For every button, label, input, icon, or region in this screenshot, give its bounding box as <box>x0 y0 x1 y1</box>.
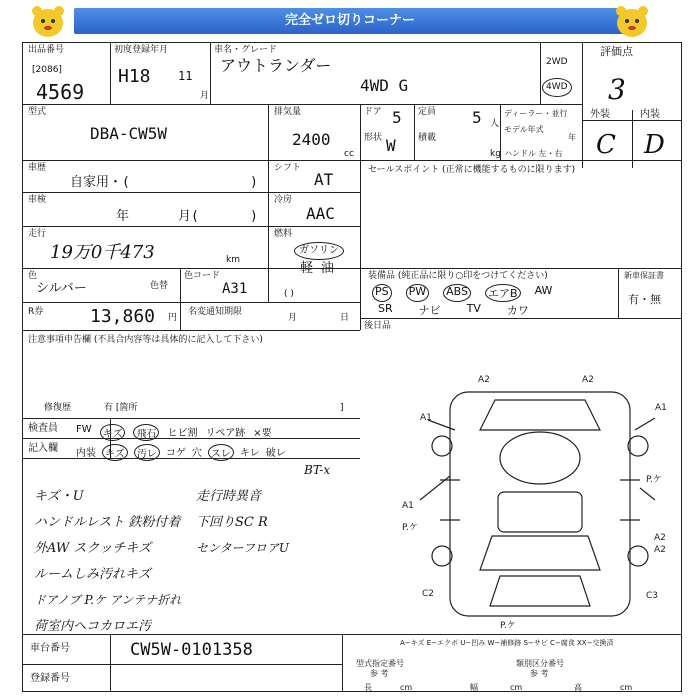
dim-height-unit: cm <box>620 683 633 692</box>
inspector-label1: 検査員 <box>28 423 58 434</box>
score-label: 評価点 <box>600 45 633 58</box>
equip-leather: カワ <box>506 304 529 317</box>
handnote-4: ルームしみ汚れキズ <box>34 567 151 582</box>
drive-2wd: 2WD <box>546 57 568 67</box>
equip-airbag: エアB <box>485 284 521 302</box>
insp-crack: ヒビ割 <box>167 428 198 439</box>
lot-sub: [2086] <box>32 65 62 75</box>
recycle-value: 13,860 <box>90 306 156 327</box>
load-label: 積載 <box>418 133 437 143</box>
model-year-label: モデル年式 <box>504 125 544 134</box>
equipment-row1 <box>372 284 552 302</box>
insp-chip: 飛石 <box>133 424 159 441</box>
class-cert-ref: 参 考 <box>530 669 549 678</box>
shift-label: シフト <box>274 163 302 173</box>
mark-a1-left: A1 <box>420 413 432 423</box>
first-reg-month: 11 <box>178 69 193 83</box>
handnote-1: キズ・U <box>34 489 84 504</box>
insp-interior: 内装 <box>76 448 96 459</box>
class-cert-label: 類別区分番号 <box>516 659 564 668</box>
insp-repair: リペア跡 <box>205 428 246 439</box>
dim-height: 高 <box>574 683 582 692</box>
inspector-row1 <box>76 424 272 441</box>
first-reg-era: H18 <box>118 66 151 87</box>
mark-a1-right: A1 <box>655 403 667 413</box>
chassis-label: 車台番号 <box>30 643 70 654</box>
model-year-unit: 年 <box>568 133 576 142</box>
insp-int-scratch: キズ <box>102 444 128 461</box>
dim-length: 長 <box>364 683 372 692</box>
handnote-9: 下回りSC R <box>196 515 268 530</box>
history-value: 自家用・( <box>70 175 130 190</box>
recycle-label: R券 <box>28 307 44 317</box>
insp-need: ×要 <box>253 428 272 439</box>
warranty-label: 新車保証書 <box>624 271 664 280</box>
handle-label: ハンドル 左・右 <box>504 149 563 158</box>
repair-label: 修復歴 <box>44 403 72 413</box>
car-damage-diagram <box>400 370 680 632</box>
shape-value: W <box>386 136 396 155</box>
type-cert-label: 型式指定番号 <box>356 659 404 668</box>
fuel-diesel: 軽 油 <box>300 261 334 276</box>
equip-aw: AW <box>534 284 553 297</box>
insp-wear: スレ <box>208 444 234 461</box>
model-value: DBA-CW5W <box>90 124 168 143</box>
color-code-label: 色コード <box>184 271 221 281</box>
mascot-left-icon <box>28 3 68 39</box>
equip-ps: PS <box>372 284 392 302</box>
displacement-unit: cc <box>344 149 354 159</box>
equip-navi: ナビ <box>418 304 441 317</box>
fuel-gas: ガソリン <box>294 242 344 260</box>
lot-number: 4569 <box>36 80 85 104</box>
color-value: シルバー <box>36 281 87 296</box>
load-unit: kg <box>490 149 501 159</box>
chassis-value: CW5W-0101358 <box>130 640 253 660</box>
mascot-right-icon <box>612 3 652 39</box>
car-label: 車名・グレード <box>214 45 278 55</box>
handnote-5: ドアノブ P.ケ アンテナ折れ <box>34 593 182 607</box>
name-change-month: 月 <box>288 313 298 323</box>
score-value: 3 <box>608 73 626 106</box>
mark-pk-rear: P.ケ <box>500 621 516 631</box>
history-label: 車歴 <box>28 163 47 173</box>
int-label: 内装 <box>640 109 660 120</box>
mark-a2-right-1: A2 <box>654 533 666 543</box>
insp-fw: FW <box>76 424 92 435</box>
insp-cut: キレ <box>239 448 260 459</box>
dealer-label: ディーラー・並行 <box>504 109 568 118</box>
doors-value: 5 <box>392 108 402 127</box>
inspection-year: 年 <box>116 209 130 224</box>
dim-width-unit: cm <box>510 683 523 692</box>
mark-a2-front-right: A2 <box>582 375 594 385</box>
mark-a2-front-left: A2 <box>478 375 490 385</box>
int-grade: D <box>644 130 665 160</box>
mark-a2-right-2: A2 <box>654 545 666 555</box>
fuel-label: 燃料 <box>274 229 293 239</box>
car-name: アウトランダー <box>220 56 332 75</box>
ext-grade: C <box>596 130 616 160</box>
mark-pk-right: P.ケ <box>646 475 662 485</box>
registration-label: 登録番号 <box>30 673 70 684</box>
repair-value: 有 [箇所 <box>104 403 138 413</box>
color-label: 色 <box>28 271 38 281</box>
mileage-label: 走行 <box>28 229 47 239</box>
lot-label: 出品番号 <box>28 45 65 55</box>
car-grade: 4WD G <box>360 76 409 95</box>
name-change-label: 名変通知期限 <box>188 307 243 317</box>
inspection-month: 月( <box>178 209 199 224</box>
insp-int-dirt: 汚レ <box>134 444 160 461</box>
after-items-label: 後日品 <box>364 321 392 331</box>
equip-sr: SR <box>378 302 393 315</box>
mileage-value: 19万0千473 <box>50 242 155 263</box>
type-cert-ref: 参 考 <box>370 669 389 678</box>
name-change-day: 日 <box>340 313 350 323</box>
inspector-label2: 記入欄 <box>28 443 58 454</box>
insp-hole: 穴 <box>191 448 202 459</box>
fuel-paren: ( ) <box>284 289 294 299</box>
displacement-label: 排気量 <box>274 107 302 117</box>
doors-label: ドア <box>364 107 382 117</box>
equip-abs: ABS <box>443 284 471 302</box>
aircon-value: AAC <box>306 204 335 223</box>
mileage-unit: km <box>226 255 240 265</box>
inspection-label: 車検 <box>28 195 47 205</box>
inspection-close: ) <box>250 209 258 224</box>
mark-c3: C3 <box>646 591 659 601</box>
shift-value: AT <box>314 170 334 189</box>
equipment-row2 <box>378 302 529 318</box>
insp-tear: 破レ <box>265 448 286 459</box>
insp-scratch: キズ <box>100 424 126 441</box>
handnote-10: センターフロアU <box>196 541 290 555</box>
dim-length-unit: cm <box>400 683 413 692</box>
capacity-label: 定員 <box>418 107 437 117</box>
dim-width: 幅 <box>470 683 478 692</box>
inspector-row2 <box>76 444 286 461</box>
warranty-value: 有・無 <box>628 293 661 306</box>
color-change-label: 色替 <box>150 281 169 291</box>
shape-label: 形状 <box>364 133 383 143</box>
repair-close: ] <box>340 403 344 413</box>
color-code: A31 <box>222 281 248 297</box>
first-reg-unit: 月 <box>200 91 210 101</box>
model-label: 型式 <box>28 107 47 117</box>
displacement-value: 2400 <box>292 130 331 149</box>
ext-label: 外装 <box>590 109 610 120</box>
damage-legend: A−キズ E−エクボ U−凹み W−補修跡 S−サビ C−腐食 XX−交換済 <box>400 639 614 647</box>
mark-c2: C2 <box>422 589 435 599</box>
handnote-7: BT-x <box>304 463 331 477</box>
handnote-8: 走行時異音 <box>196 489 262 504</box>
sales-point-title: セールスポイント (正常に機能するものに限ります) <box>368 165 576 175</box>
aircon-label: 冷房 <box>274 195 293 205</box>
mark-pk-left: P.ケ <box>402 523 418 533</box>
equip-tv: TV <box>466 302 481 315</box>
recycle-unit: 円 <box>168 313 178 323</box>
handnote-3: 外AW スクッチキズ <box>34 541 152 556</box>
insp-burn: コゲ <box>165 448 186 459</box>
equip-pw: PW <box>406 284 430 302</box>
drive-4wd: 4WD <box>542 78 572 97</box>
handnote-6: 荷室内ヘコカロエ汚 <box>34 619 152 634</box>
banner-title: 完全ゼロ切りコーナー <box>284 13 415 28</box>
notes-title: 注意事項申告欄 (不具合内容等は具体的に記入して下さい) <box>28 335 263 345</box>
history-close: ) <box>250 175 258 190</box>
capacity-value: 5 <box>472 108 482 127</box>
capacity-unit: 人 <box>490 119 500 129</box>
handnote-2: ハンドルレスト 鉄粉付着 <box>34 515 181 530</box>
first-reg-label: 初度登録年月 <box>114 45 169 55</box>
equipment-title: 装備品 (純正品に限り○印をつけてください) <box>368 271 548 281</box>
mark-a1-side: A1 <box>402 501 414 511</box>
